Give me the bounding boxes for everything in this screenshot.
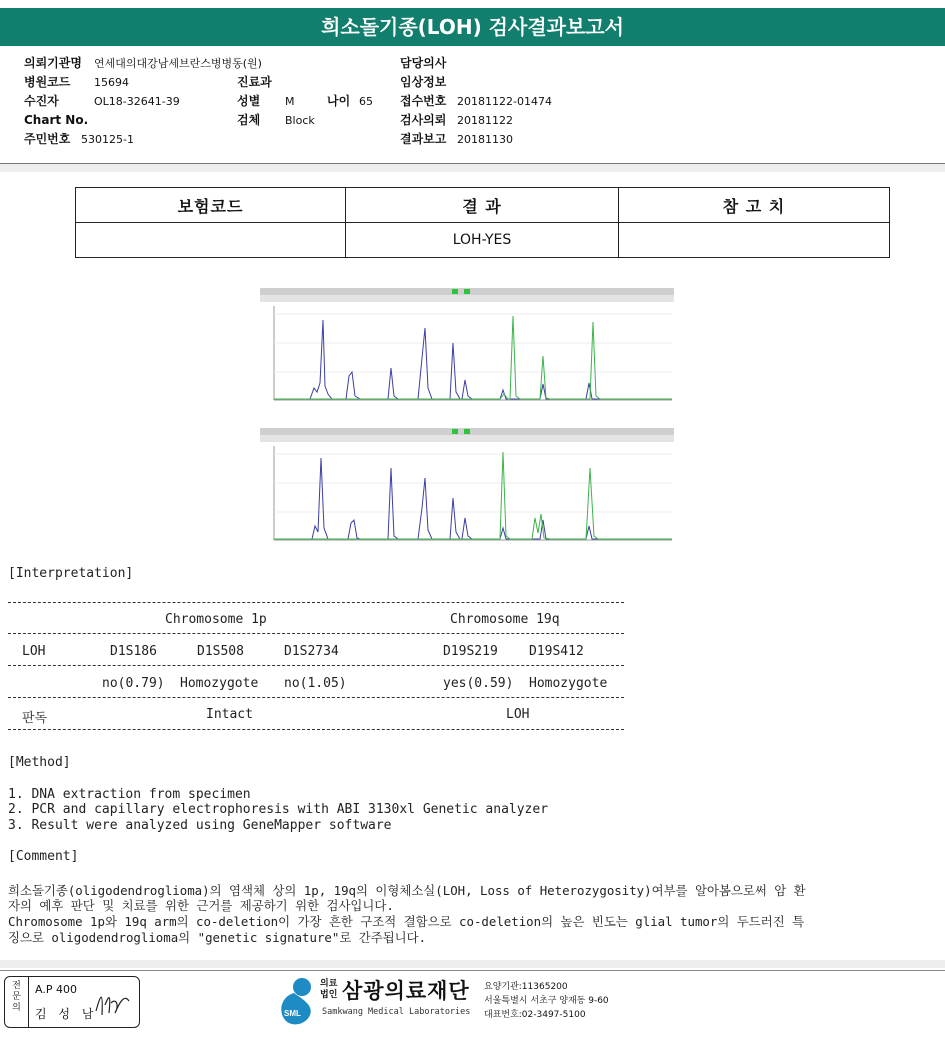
electropherogram-tumor [260, 428, 674, 543]
resident-value: 530125-1 [81, 133, 134, 146]
org-name: 삼광의료재단 [342, 979, 470, 1003]
insurance-code-cell [76, 223, 346, 258]
doctor-label: 담당의사 [400, 56, 447, 70]
sex-label: 성별 [237, 94, 261, 108]
electropherogram-normal [260, 288, 674, 403]
insurance-code-header: 보험코드 [76, 188, 346, 223]
header-band [0, 164, 945, 172]
divider [8, 633, 624, 634]
org-prefix: 의료법인 [320, 979, 338, 1000]
chr19-header: Chromosome 19q [450, 612, 560, 627]
result-d1s186: no(0.79) [102, 676, 165, 691]
comment-line: Chromosome 1p와 19q arm의 co-deletion이 가장 흔한 구조적 결함으로 co-deletion의 높은 빈도는 glial tumor의 두드러진 특 [8, 914, 805, 929]
table-row [76, 223, 890, 258]
hospital-value: 연세대의대강남세브란스병병동(원) [94, 57, 262, 70]
result-cell: LOH-YES [346, 223, 619, 258]
stamp-vertical-text: 전문의 [12, 981, 21, 1013]
patient-info-mid [237, 73, 373, 130]
result-table [75, 187, 890, 258]
marker-d1s508: D1S508 [197, 644, 244, 659]
judge-label: 판독 [22, 711, 48, 726]
request-value: 20181122 [457, 114, 513, 127]
org-address: 서울특별시 서초구 양재동 9-60 [484, 996, 609, 1006]
request-label: 검사의뢰 [400, 113, 447, 127]
patient-info-right [400, 54, 552, 149]
org-english-name: Samkwang Medical Laboratories [322, 1007, 471, 1017]
stamp-license: A.P 400 [35, 983, 77, 996]
stamp-name: 김 성 남 [35, 1007, 98, 1021]
org-phone: 대표번호:02-3497-5100 [484, 1010, 586, 1020]
specimen-value: Block [285, 114, 315, 127]
method-item: 3. Result were analyzed using GeneMapper software [8, 818, 392, 833]
result-d19s219: yes(0.59) [443, 676, 514, 691]
chr1-header: Chromosome 1p [165, 612, 267, 627]
organization-block [272, 975, 672, 1030]
code-value: 15694 [94, 76, 129, 89]
reference-cell [619, 223, 890, 258]
receipt-value: 20181122-01474 [457, 95, 552, 108]
marker-d1s186: D1S186 [110, 644, 157, 659]
comment-line: 희소돌기종(oligodendroglioma)의 염색체 상의 1p, 19q의 이형체소실(LOH, Loss of Heterozygosity)여부를 알아봄으로써 암 환 [8, 883, 806, 898]
age-label: 나이 [327, 94, 351, 108]
chart-label: Chart No. [24, 113, 89, 127]
result-d1s2734: no(1.05) [284, 676, 347, 691]
result-d1s508: Homozygote [180, 676, 259, 691]
method-heading: [Method] [8, 755, 71, 770]
interpretation-heading: [Interpretation] [8, 566, 134, 581]
result-table-header [76, 188, 890, 223]
sex-value: M [285, 95, 295, 108]
org-code: 요양기관:11365200 [484, 982, 568, 992]
report-value: 20181130 [457, 133, 513, 146]
pathologist-stamp [4, 976, 140, 1028]
method-item: 1. DNA extraction from specimen [8, 787, 251, 802]
recipient-value: OL18-32641-39 [94, 95, 180, 108]
result-d19s412: Homozygote [529, 676, 608, 691]
specimen-label: 검체 [237, 113, 261, 127]
report-title: 희소돌기종(LOH) 검사결과보고서 [0, 8, 945, 46]
footer-band [0, 960, 945, 968]
marker-d19s412: D19S412 [529, 644, 584, 659]
marker-d1s2734: D1S2734 [284, 644, 339, 659]
resident-label: 주민번호 [24, 132, 71, 146]
code-label: 병원코드 [24, 75, 71, 89]
report-label: 결과보고 [400, 132, 447, 146]
receipt-label: 접수번호 [400, 94, 447, 108]
recipient-label: 수진자 [24, 94, 59, 108]
stamp-vertical-label [5, 977, 29, 1027]
sml-logo-text: SML [284, 1009, 301, 1018]
hospital-label: 의뢰기관명 [24, 56, 82, 70]
patient-info-left [24, 54, 262, 149]
comment-heading: [Comment] [8, 849, 79, 864]
reference-header: 참 고 치 [619, 188, 890, 223]
clinical-label: 임상정보 [400, 75, 447, 89]
judge-1p: Intact [206, 707, 253, 722]
divider [8, 665, 624, 666]
comment-line: 자의 예후 판단 및 치료를 위한 근거를 제공하기 위한 검사입니다. [8, 898, 394, 913]
age-value: 65 [359, 95, 373, 108]
method-item: 2. PCR and capillary electrophoresis with ABI 3130xl Genetic analyzer [8, 802, 549, 817]
divider [8, 697, 624, 698]
result-header: 결 과 [346, 188, 619, 223]
footer-divider [0, 970, 945, 971]
judge-19q: LOH [506, 707, 530, 722]
marker-d19s219: D19S219 [443, 644, 498, 659]
sml-logo-icon [272, 975, 318, 1027]
loh-label: LOH [22, 644, 46, 659]
divider [8, 729, 624, 730]
divider [8, 602, 624, 603]
signature-icon [93, 987, 133, 1021]
comment-line: 징으로 oligodendroglioma의 "genetic signature"로 간주됩니다. [8, 930, 427, 945]
dept-label: 진료과 [237, 75, 272, 89]
